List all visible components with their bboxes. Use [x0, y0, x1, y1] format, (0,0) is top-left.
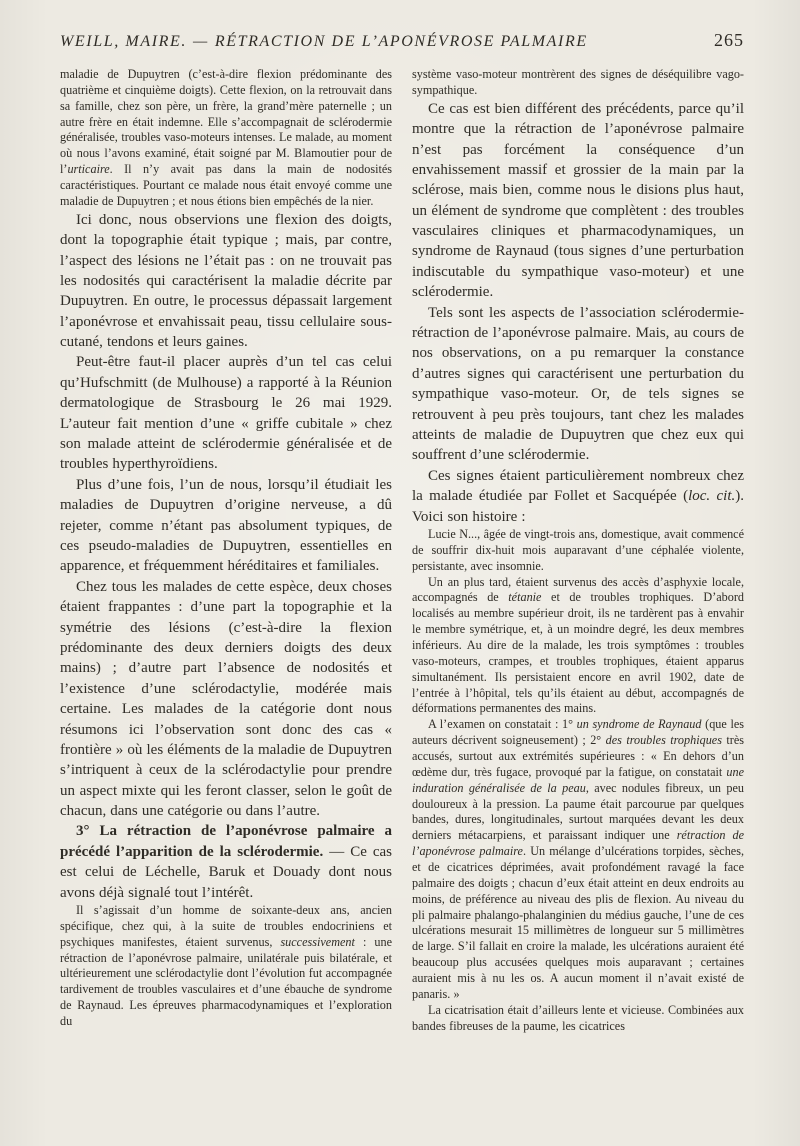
paragraph — [412, 575, 744, 718]
paragraph — [60, 352, 392, 474]
paragraph — [60, 67, 392, 210]
text-run: loc. cit. — [688, 488, 736, 505]
text-run: très accusés, surtout aux extrémités supérieures : « En dehors d’un œdème dur, très fugace, provoqué par la fatigue, on constatait — [412, 733, 744, 779]
text-run: Ce cas est bien différent des précédents, parce qu’il montre que la rétraction de l’aponévrose palmaire n’est pas forcément la conséquence d’un envahissement massif et grossier de la main par la sclérose, mais bien, comme nous le disions plus haut, un élément de syndrome que complètent : des troubles vasculaires cliniques et pharmacodynamiques, un syndrome de Raynaud (tous signes d’une perturbation indiscutable du sympathique vaso-moteur) et une sclérodermie. — [412, 100, 744, 301]
text-run: Un an plus tard, étaient survenus des accès d’asphyxie locale, accompagnés de — [412, 574, 744, 605]
text-run: Lucie N..., âgée de vingt-trois ans, domestique, avait commencé de souffrir dix-huit mois auparavant d’une céphalée violente, persistante, avec insomnie. — [412, 526, 744, 573]
text-run: , avec nodules fibreux, un peu douloureux à la pression. La paume était parcourue par quelques bandes, dures, longitudinales, surtout marquées devant les deux derniers métacarpiens, et paraissant indiquer une — [412, 780, 744, 843]
paragraph — [412, 527, 744, 575]
section-heading-paragraph — [60, 821, 392, 903]
text-run: . Il n’y avait pas dans la main de nodosités caractéristiques. Pourtant ce malade nous était envoyé comme une maladie de Dupuytren ; et nous étions bien empêchés de la nier. — [60, 162, 392, 208]
text-run: une induration généralisée de la peau — [412, 764, 744, 795]
text-run: Ici donc, nous observions une flexion des doigts, dont la topographie était typique ; mais, par contre, l’aspect des lésions ne l’était pas : on ne trouvait pas les nodosités qui caractérisent la maladie décrite par Dupuytren. En outre, le processus dépassait largement l’aponévrose et envahissait peau, tissu cellulaire sous-cutané, tendons et leurs gaines. — [60, 211, 392, 351]
header-dash: — — [193, 33, 209, 50]
paragraph — [60, 903, 392, 1030]
page-number: 265 — [714, 30, 744, 50]
text-run: 3° La rétraction de l’aponévrose palmaire a précédé l’apparition de la sclérodermie. — [60, 823, 392, 860]
text-run: Chez tous les malades de cette espèce, deux choses étaient frappantes : d’une part la topographie et la symétrie des lésions (c’est-à-dire la flexion prédominante des deux derniers doigts des deux mains) ; d’autre part l’absence de nodosités et l’existence d’une sclérodactylie, modérée mais certaine. Les malades de la catégorie dont nous résumons ici l’observation sont donc des cas « frontière » où les éléments de la maladie de Dupuytren s’intriquent à ceux de la sclérodactylie pour prendre un aspect mixte qui les feront classer, selon le goût de chacun, dans une catégorie ou dans l’autre. — [60, 578, 392, 820]
text-run: des troubles trophiques — [605, 733, 722, 748]
text-run: et de troubles trophiques. D’abord localisés au membre supérieur droit, ils ne tardèrent pas à envahir le membre symétrique, et, à un moindre degré, les deux membres inférieurs. Au dire de la malade, les trois symptômes : troubles vaso-moteurs, crampes, et troubles trophiques, étaient apparus simultanément. Ils persistaient encore en avril 1902, date de l’entrée à l’hôpital, tels qu’ils étaient au début, accompagnés de déformations permanentes des mains. — [412, 590, 744, 716]
paragraph — [412, 1003, 744, 1035]
paragraph — [412, 67, 744, 99]
text-run: un syndrome de Raynaud — [576, 717, 702, 732]
paragraph — [412, 717, 744, 1002]
text-run: La cicatrisation était d’ailleurs lente et vicieuse. Combinées aux bandes fibreuses de la paume, les cicatrices — [412, 1002, 744, 1033]
text-run: tétanie — [508, 590, 542, 605]
text-run: A l’examen on constatait : 1° — [428, 717, 577, 732]
text-run: ). Voici son histoire : — [412, 488, 744, 525]
right-column — [412, 67, 744, 1034]
text-run: rétraction de l’aponévrose palmaire — [412, 828, 744, 859]
text-run: Plus d’une fois, l’un de nous, lorsqu’il étudiait les maladies de Dupuytren d’origine nerveuse, a dû rejeter, comme n’étant pas absolument typiques, de ces pseudo-maladies de Dupuytren, essentielles en apparence, et fréquemment héréditaires et familiales. — [60, 476, 392, 575]
header-authors: WEILL, MAIRE. — [60, 33, 188, 50]
text-run: urticaire — [67, 162, 110, 177]
running-header — [60, 30, 744, 51]
paragraph — [60, 210, 392, 353]
header-title-group — [60, 33, 588, 51]
text-run: successivement — [280, 934, 355, 949]
paragraph — [60, 577, 392, 822]
paragraph — [412, 303, 744, 466]
text-run: Il s’agissait d’un homme de soixante-deux ans, ancien spécifique, chez qui, à la suite de troubles endocriniens et psychiques manifestes, étaient survenus, — [60, 903, 392, 949]
two-column-body — [60, 67, 744, 1034]
text-run: : une rétraction de l’aponévrose palmaire, unilatérale puis bilatérale, et ultérieurement une sclérodactylie dont l’évolution fut accompagnée tardivement de troubles vasculaires et d’une ébauche de syndrome de Raynaud. Les épreuves pharmacodynamiques et l’exploration du — [60, 934, 392, 1029]
text-run: maladie de Dupuytren (c’est-à-dire flexion prédominante des quatrième et cinquième doigts). Cette flexion, on la retrouvait dans sa famille, chez son père, un frère, la grand’mère paternelle ; un autre frère en était indemne. Elle s’accompagnait de sclérodermie généralisée, troubles vaso-moteurs intenses. Le malade, au moment où nous l’avons examiné, était soigné par M. Blamoutier pour de l’ — [60, 67, 392, 177]
text-run: système vaso-moteur montrèrent des signes de déséquilibre vago-sympathique. — [412, 67, 744, 97]
text-run: (que les auteurs décrivent soigneusement) ; 2° — [412, 717, 744, 748]
text-run: Peut-être faut-il placer auprès d’un tel cas celui qu’Hufschmitt (de Mulhouse) a rapporté à la Réunion dermatologique de Strasbourg le 26 mai 1929. L’auteur fait mention d’une « griffe cubitale » chez son malade atteint de sclérodermie généralisée et de troubles hyperthyroïdiens. — [60, 354, 392, 473]
text-run: . Un mélange d’ulcérations torpides, sèches, et de cicatrices déprimées, avait profondément ravagé la face palmaire des doigts ; chacun d’eux était atteint en deux endroits au moins, de préférence au niveau des plis de flexion. Au niveau du pli palmaire phalango-phalanginien du médius gauche, l’une de ces ulcérations mesurait 15 millimètres de longueur sur 5 millimètres de large. S’il fallait en croire la malade, les ulcérations auraient été beaucoup plus accusées quelques mois auparavant ; certaines auraient mis à nu les os. A aucun moment il n’avait existé de panaris. » — [412, 844, 744, 1001]
text-run: Ces signes étaient particulièrement nombreux chez la malade étudiée par Follet et Sacquépée ( — [412, 467, 744, 505]
left-column — [60, 67, 392, 1034]
paragraph — [412, 99, 744, 303]
paragraph — [60, 475, 392, 577]
paragraph — [412, 466, 744, 527]
header-title: RÉTRACTION DE L’APONÉVROSE PALMAIRE — [214, 33, 588, 50]
text-run: Tels sont les aspects de l’association sclérodermie-rétraction de l’aponévrose palmaire. Mais, au cours de nos observations, on a pu remarquer la constance d’autres signes qui caractérisent une perturbation du sympathique vaso-moteur. Or, de tels signes se retrouvent à peu près toujours, tant chez les malades atteints de maladie de Dupuytren que chez eux qui souffrent d’une sclérodermie. — [412, 304, 744, 464]
text-run: — Ce cas est celui de Léchelle, Baruk et Douady dont nous avons déjà signalé tout l’intérêt. — [60, 843, 393, 901]
